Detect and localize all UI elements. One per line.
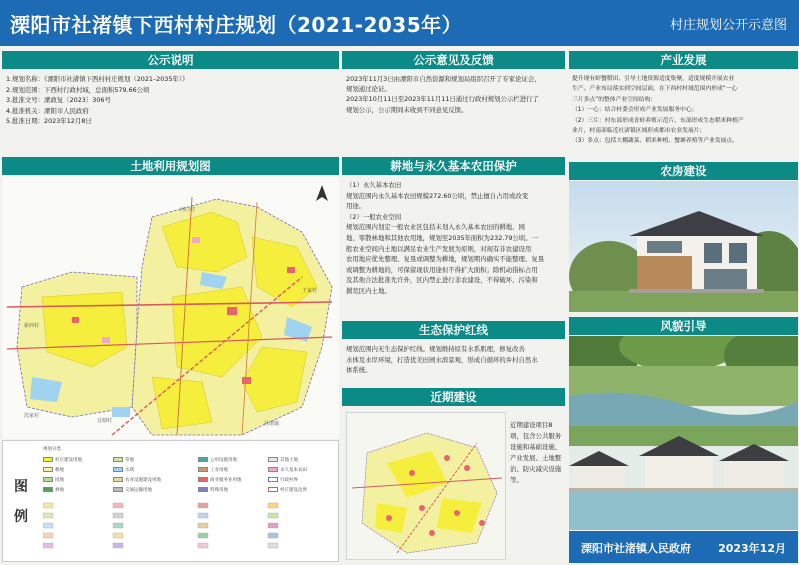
legend-item: 林地: [55, 488, 64, 493]
legend-item: 特殊用地: [210, 488, 228, 493]
legend-item: 公用设施用地: [210, 458, 237, 463]
place-label: 河口村: [180, 207, 196, 213]
place-label: 新西村: [24, 323, 40, 329]
farmland-line: （1）永久基本农田: [346, 181, 402, 189]
feedback-line: 2023年11月3日由溧阳市自然资源和规划局组织召开了专家论证会，: [346, 75, 541, 83]
recent-construction-map: [346, 412, 506, 560]
legend-item: 村庄建设用地: [55, 458, 82, 463]
legend-item: 草地: [125, 458, 134, 463]
legend-item: 商业服务业用地: [210, 478, 242, 483]
section-landscape-title: 风貌引导: [569, 317, 798, 335]
farmland-line: 地、零散林地和其他农用地，规划至2035年面积为232.79公顷。一: [346, 233, 538, 242]
farmland-line: 规划范围内划定一般农业区包括未划入永久基本农田的耕地、园: [346, 223, 525, 232]
land-use-map: [2, 177, 339, 439]
feedback-text: [346, 74, 564, 115]
notice-line: 5.批准日期：2023年12月8日: [6, 117, 92, 125]
feedback-line: 规划公示，公示期间未收到不同意见反馈。: [346, 105, 468, 114]
footer-org: 溧阳市社渚镇人民政府: [581, 542, 691, 555]
legend-heading: 规划分类: [43, 447, 61, 452]
footer-date: 2023年12月: [718, 542, 786, 555]
notice-line: 1.规划名称：《溧阳市社渚镇下西村村庄规划（2021–2035年）》: [6, 75, 189, 83]
legend-item: 行政村界: [280, 478, 298, 483]
legend-item: 工业用地: [210, 468, 228, 473]
notice-line: 4.批准机关：溧阳市人民政府: [6, 106, 89, 115]
industry-line: 提升现有虾蟹稻田、引导土地资源适度集聚，适度规模开展农业: [572, 76, 735, 82]
section-recent-title: 近期建设: [342, 388, 565, 406]
farmland-line: 或调整为耕地的，可保留现状用途但不得扩大面积；除机动指标占用: [346, 265, 538, 274]
legend-item: 园地: [55, 478, 64, 483]
ecology-line: 水体及水岸环境，打造优美田园水滨景观，形成自循环的乡村自然水: [346, 355, 538, 364]
section-feedback-title: 公示意见及反馈: [342, 51, 565, 69]
section-industry-title: 产业发展: [569, 51, 798, 69]
section-landuse-title: 土地利用规划图: [2, 157, 339, 175]
legend-swatch-grid: [43, 501, 333, 557]
notice-text: [6, 74, 336, 127]
farmland-line: 用途。: [346, 202, 366, 211]
section-farmland-title: 耕地与永久基本农田保护: [342, 157, 565, 175]
farmland-line: 规划范围内永久基本农田规模272.60公顷，禁止擅自占用或改变: [346, 191, 529, 200]
notice-line: 3.批准文号：溧政复〔2023〕306号: [6, 96, 111, 104]
recent-line: 产业发展、土地整: [510, 454, 562, 462]
industry-line: 生产。产业布局落实到空间层面，在下西村村域范围内形成“一心: [572, 86, 738, 93]
recent-line: 治、防灾减灾设施: [510, 465, 562, 473]
industry-line: （1）一心：结合村委会形成产业发展服务中心；: [572, 107, 698, 114]
legend-item: 耕地: [55, 468, 64, 473]
farmland-line: （2）一般农业空间: [346, 212, 402, 221]
feedback-line: 2023年10月11日至2023年11月11日通过行政村规划公示栏进行了: [346, 95, 539, 104]
land-use-map-graphic: [2, 177, 339, 439]
ecology-line: 规划范围内无生态保护红线。规划维持原有水系肌理，修复改善: [346, 345, 525, 353]
industry-line: 三片多点”的整体产业空间结构：: [572, 96, 657, 103]
farmland-line: 农用地应优先整理、复垦或调整为耕地，规划期内确实不能整理、复垦: [346, 255, 545, 264]
farmland-line: 撂荒区内土地。: [346, 286, 391, 295]
page-title: 溧阳市社渚镇下西村村庄规划（2021-2035年）: [10, 13, 463, 37]
place-label: 王家村: [302, 288, 318, 294]
industry-text: [572, 74, 796, 147]
recent-text: [510, 420, 565, 486]
recent-line: 项，包含公共服务: [510, 432, 562, 440]
ecology-line: 体系统。: [346, 366, 372, 375]
section-housing-title: 农房建设: [569, 162, 798, 180]
industry-line: （2）三片：村东部形成青虾养殖示范片，东部形成生态稻米种植产: [572, 117, 744, 124]
page-subtitle: 村庄规划公开示意图: [669, 18, 787, 33]
farmland-line: 及其他合法批准允许外，区内禁止进行非农建设，不得破坏、污染和: [346, 276, 538, 285]
place-label: 社渚镇: [264, 421, 280, 427]
legend-item: 永久基本农田: [280, 468, 307, 473]
recent-line: 等。: [510, 476, 523, 484]
map-legend: [2, 440, 339, 562]
industry-line: 业片，村南部临近社渚镇区域形成都市农业发展片；: [572, 128, 706, 135]
ecology-text: [346, 344, 564, 376]
section-notice-title: 公示说明: [2, 51, 339, 69]
industry-line: （3）多点：包括大棚蔬菜、稻米种植、蟹塘养殖等产业发展点。: [572, 138, 739, 145]
legend-item: 村庄建设边界: [280, 488, 307, 493]
legend-item: 农业设施建设用地: [125, 478, 161, 483]
housing-rendering-image: [569, 181, 798, 312]
legend-item: 水域: [125, 468, 134, 473]
feedback-line: 规划通过论证。: [346, 85, 391, 94]
header-banner: [0, 0, 799, 46]
footer-bar: [569, 531, 798, 563]
legend-item: 其他土地: [280, 458, 298, 463]
legend-item: 交通运输用地: [125, 488, 152, 493]
recent-construction-map-graphic: [347, 413, 505, 559]
place-label: 沈家村: [24, 413, 40, 419]
section-ecology-title: 生态保护红线: [342, 321, 565, 339]
farmland-text: [346, 180, 564, 297]
legend-label-char: 图: [14, 479, 28, 495]
place-label: 宜塘村: [97, 418, 113, 424]
landscape-rendering-image: [569, 336, 798, 530]
legend-label: [6, 441, 36, 561]
farmland-line: 般农业空间内土地以满足农业生产发展为原则，对现有非农建设用: [346, 244, 532, 253]
recent-line: 设施和基础设施、: [510, 443, 562, 451]
recent-line: 近期建设项目8: [510, 421, 553, 429]
legend-label-char: 例: [14, 509, 28, 525]
notice-line: 2.规划范围：下西村行政村域，总面积579.66公顷: [6, 85, 150, 94]
